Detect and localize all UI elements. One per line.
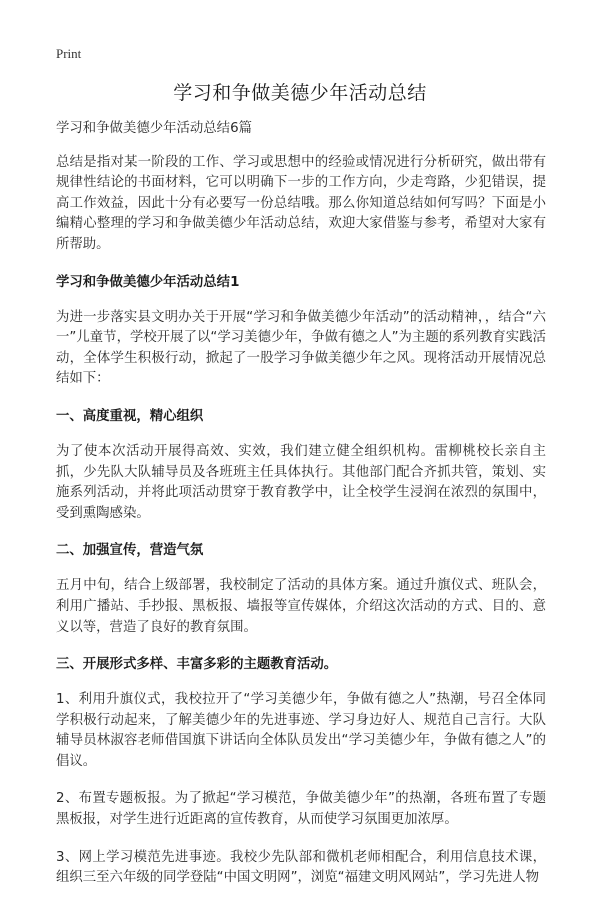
page-title: 学习和争做美德少年活动总结 [173, 82, 427, 104]
print-link[interactable]: Print [56, 46, 82, 61]
heading-publicity: 二、加强宣传，营造气氛 [56, 543, 204, 559]
heading-organization: 一、高度重视，精心组织 [56, 408, 204, 424]
heading-activities: 三、开展形式多样、丰富多彩的主题教育活动。 [56, 657, 338, 673]
intro-paragraph: 总结是指对某一阶段的工作、学习或思想中的经验或情况进行分析研究，做出带有规律性结论的书面材料，它可以明确下一步的工作方向，少走弯路，少犯错误，提高工作效益，因此十分有必要写一份总结哦。那么你知道总结如何写吗？下面是小编精心整理的学习和争做美德少年活动总结，欢迎大家借鉴与参考，希望对大家有所帮助。 [56, 154, 546, 252]
paragraph-4: 1、利用升旗仪式，我校拉开了“学习美德少年，争做有德之人”热潮，号召全体同学积极行动起来，了解美德少年的先进事迹、学习身边好人、规范自己言行。大队辅导员林淑容老师借国旗下讲话向全体队员发出“学习美德少年，争做有德之人”的倡议。 [56, 692, 546, 769]
section-title-1: 学习和争做美德少年活动总结1 [56, 274, 240, 290]
paragraph-3: 五月中旬，结合上级部署，我校制定了活动的具体方案。通过升旗仪式、班队会，利用广播站、手抄报、黑板报、墙报等宣传媒体，介绍这次活动的方式、目的、意义以等，营造了良好的教育氛围。 [56, 578, 546, 635]
document-body [56, 119, 546, 906]
document-subtitle: 学习和争做美德少年活动总结6篇 [56, 121, 252, 136]
paragraph-2: 为了使本次活动开展得高效、实效，我们建立健全组织机构。雷柳桃校长亲自主抓，少先队大队辅导员及各班班主任具体执行。其他部门配合齐抓共管，策划、实施系列活动，并将此项活动贯穿于教育教学中，让全校学生浸润在浓烈的氛围中，受到熏陶感染。 [56, 443, 546, 521]
paragraph-1: 为进一步落实县文明办关于开展“学习和争做美德少年活动”的活动精神，，结合“六一”儿童节，学校开展了以“学习美德少年，争做有德之人”为主题的系列教育实践活动，全体学生积极行动，掀起了一股学习争做美德少年之风。现将活动开展情况总结如下： [56, 309, 546, 387]
paragraph-5: 2、布置专题板报。为了掀起“学习模范，争做美德少年”的热潮，各班布置了专题黑板报，对学生进行近距离的宣传教育，从而使学习氛围更加浓厚。 [56, 791, 546, 828]
paragraph-6: 3、网上学习模范先进事迹。我校少先队部和微机老师相配合，利用信息技术课，组织三至六年级的同学登陆“中国文明网”，浏览“福建文明风网站”，学习先进人物 [56, 849, 546, 886]
